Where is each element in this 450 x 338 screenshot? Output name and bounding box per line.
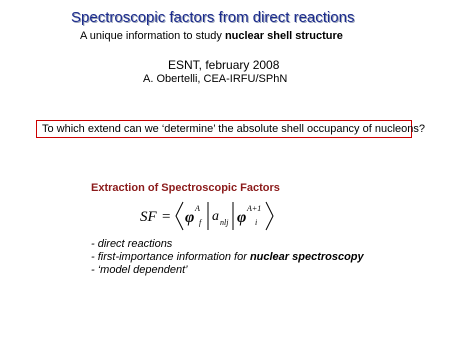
formula-right-angle — [266, 202, 273, 230]
bullet-text: - direct reactions — [91, 238, 173, 250]
page-title: Spectroscopic factors from direct reactions — [71, 9, 355, 26]
question-box: To which extend can we ‘determine’ the absolute shell occupancy of nucleons? — [36, 120, 412, 138]
formula-equals: = — [162, 209, 171, 225]
bullet-list — [91, 238, 364, 277]
subtitle — [80, 30, 343, 42]
author: A. Obertelli, CEA-IRFU/SPhN — [143, 73, 288, 85]
formula-lhs: SF — [140, 209, 157, 225]
bullet-item — [91, 264, 364, 277]
formula-operator-sub: nlj — [220, 218, 229, 227]
formula-ket-phi: φ — [237, 209, 247, 226]
bullet-item — [91, 238, 364, 251]
section-heading: Extraction of Spectroscopic Factors — [91, 182, 280, 194]
formula-bra-sup: A — [195, 204, 200, 213]
bullet-text: - ‘model dependent’ — [91, 264, 188, 276]
formula-bra-phi: φ — [185, 209, 195, 226]
spectroscopic-factor-formula — [140, 198, 310, 234]
bullet-emphasis: nuclear spectroscopy — [249, 251, 364, 263]
formula-ket-sub: i — [255, 218, 258, 227]
formula-bra-sub: f — [199, 218, 202, 227]
formula-ket-sup: A+1 — [247, 204, 262, 213]
subtitle-emphasis: nuclear shell structure — [224, 30, 343, 42]
event-name: ESNT, february 2008 — [168, 58, 280, 72]
bullet-text: - first-importance information for — [91, 251, 250, 263]
formula-left-angle — [176, 202, 183, 230]
subtitle-text: A unique information to study — [80, 30, 225, 42]
bullet-item — [91, 251, 364, 264]
formula-operator: a — [212, 209, 219, 224]
